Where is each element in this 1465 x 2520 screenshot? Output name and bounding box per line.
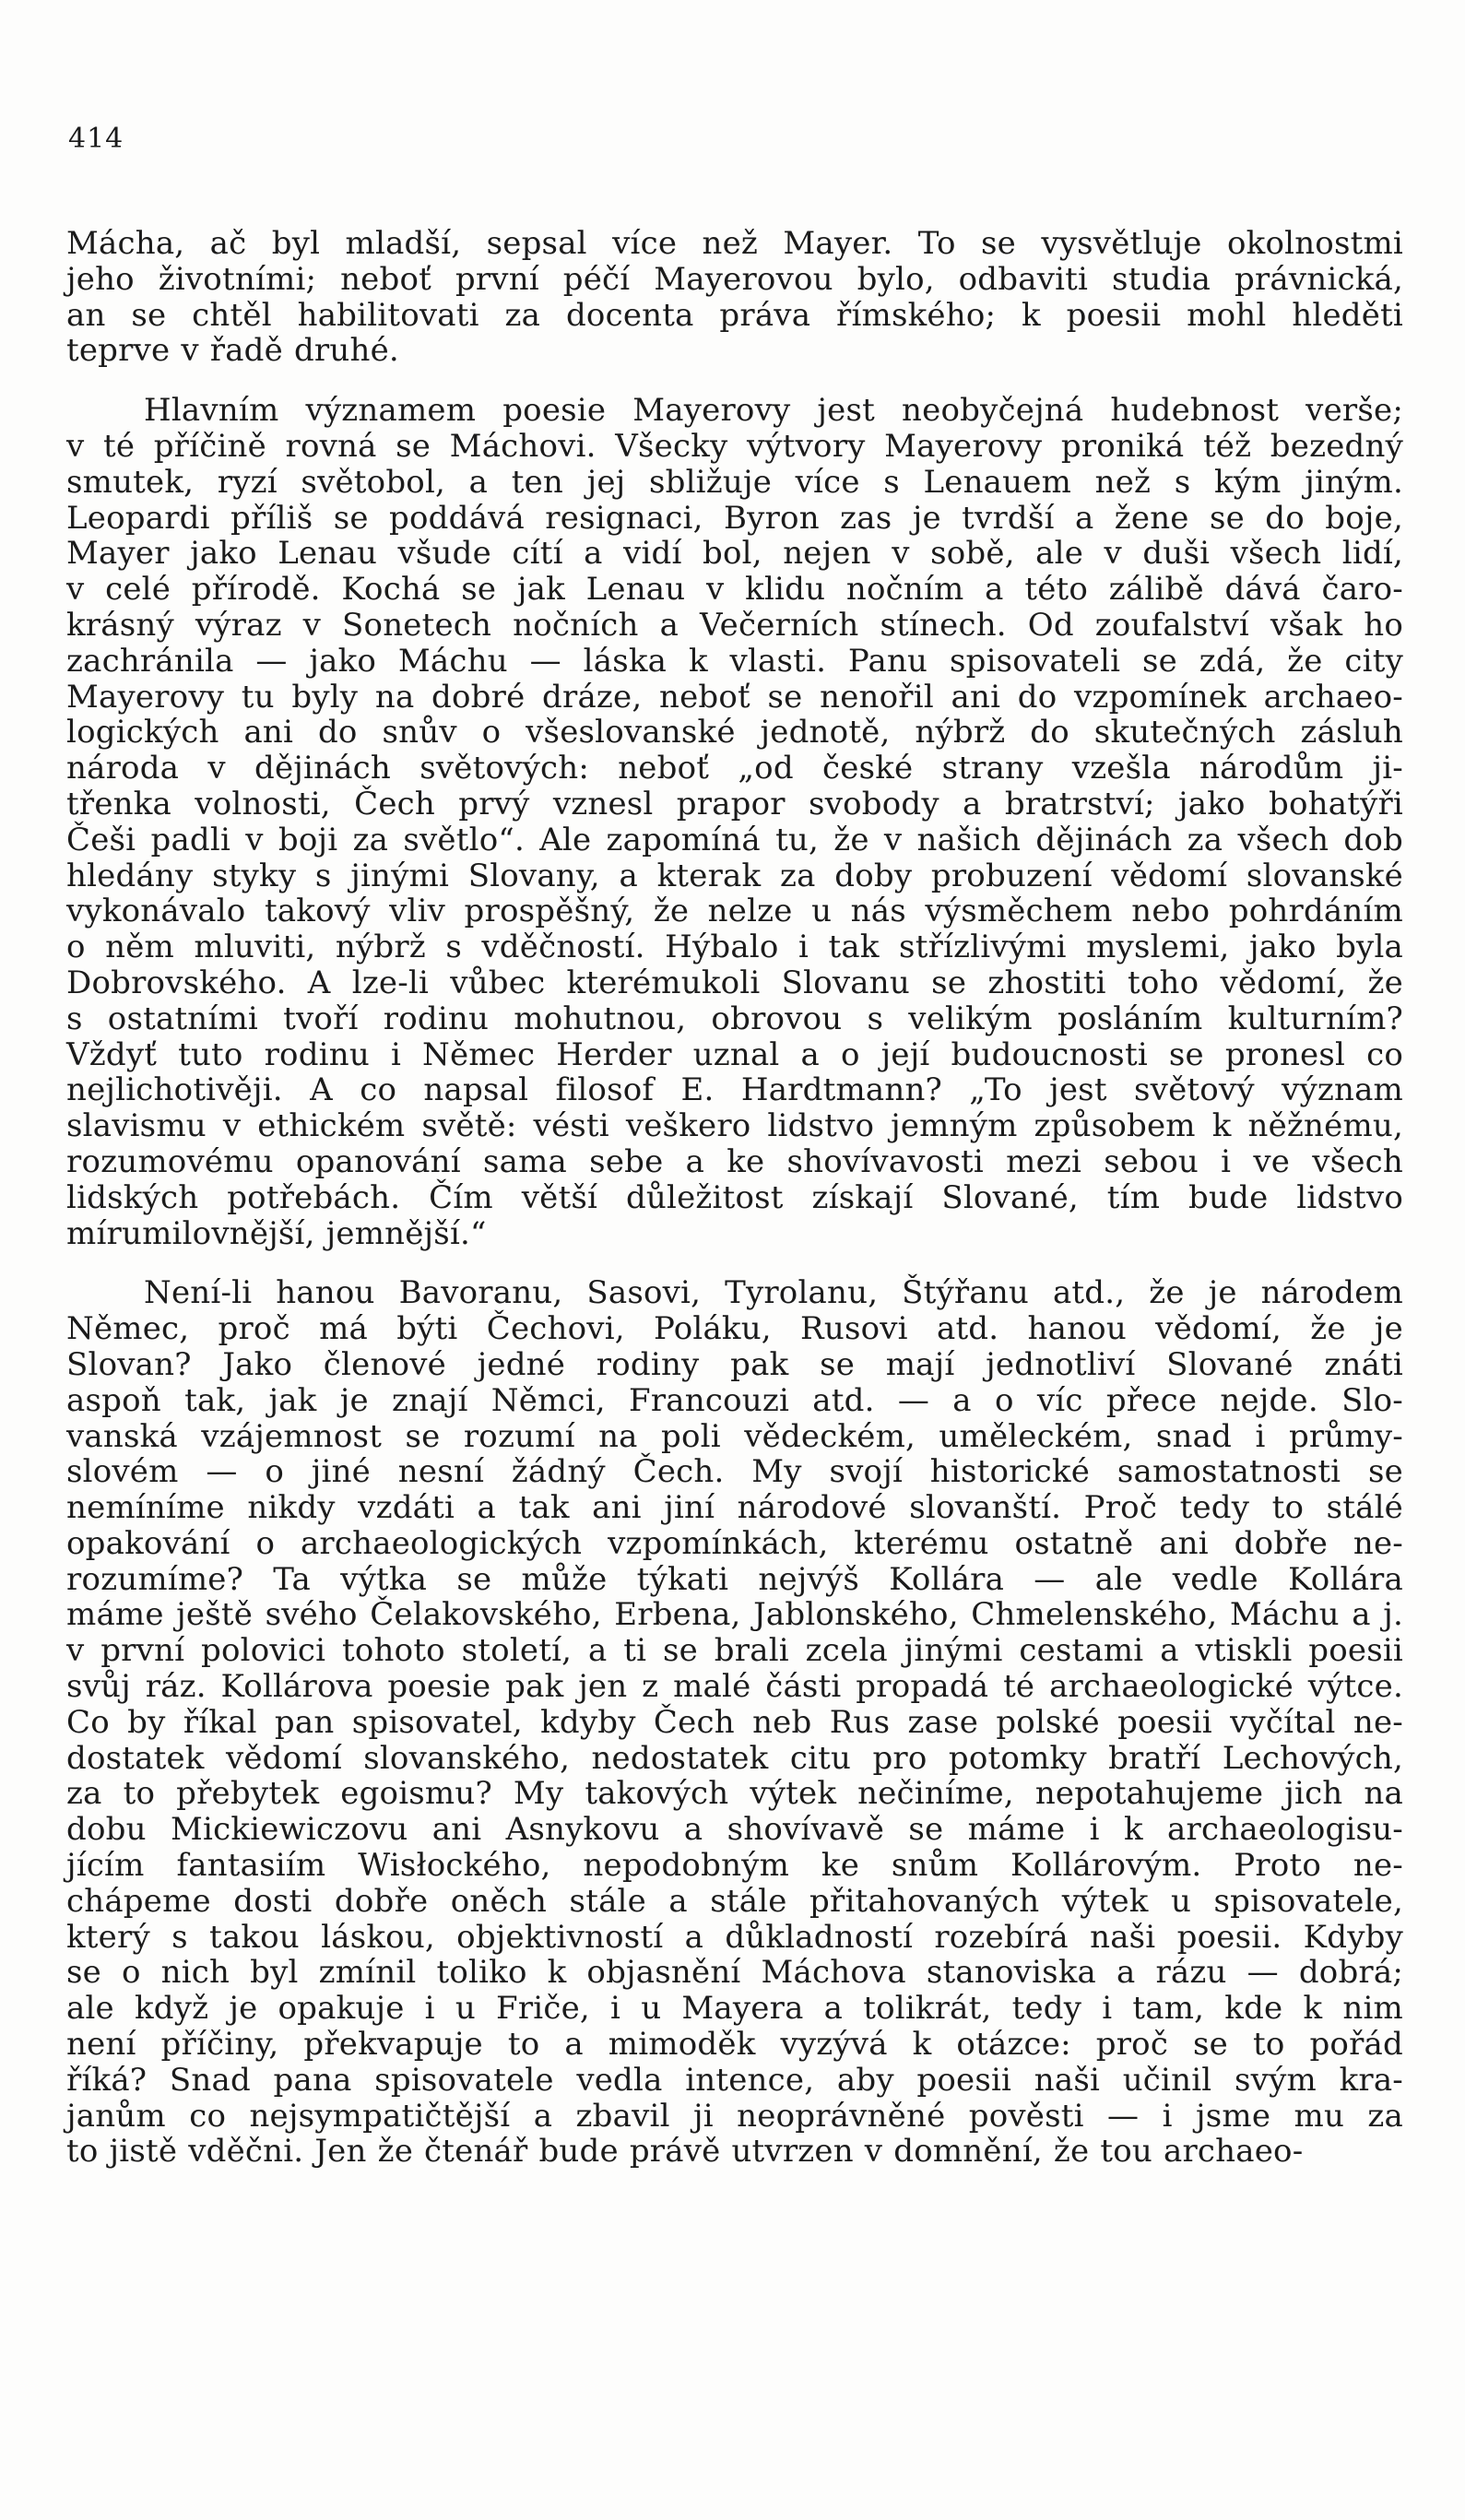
text-line: Leopardi příliš se poddává resignaci, Byron zas je tvrdší a žene se do boje,	[66, 499, 1403, 537]
text-line: máme ještě svého Čelakovského, Erbena, Jablonského, Chmelenského, Máchu a j.	[66, 1596, 1403, 1634]
paragraph	[66, 226, 1403, 369]
page-number: 414	[68, 123, 124, 155]
text-line: rozumíme? Ta výtka se může týkati nejvýš Kollára — ale vedle Kollára	[66, 1560, 1403, 1598]
text-line: říká? Snad pana spisovatele vedla intence, aby poesii naši učinil svým kra-	[66, 2061, 1403, 2099]
text-line: svůj ráz. Kollárova poesie pak jen z malé části propadá té archaeologické výtce.	[66, 1668, 1403, 1706]
text-line: dostatek vědomí slovanského, nedostatek citu pro potomky bratří Lechových,	[66, 1739, 1403, 1777]
text-line: nejlichotivěji. A co napsal filosof E. Hardtmann? „To jest světový význam	[66, 1071, 1403, 1109]
text-line: Mayerovy tu byly na dobré dráze, neboť se nenořil ani do vzpomínek archaeo-	[66, 678, 1403, 716]
text-line: rozumovému opanování sama sebe a ke shovívavosti mezi sebou i ve všech	[66, 1142, 1403, 1180]
text-line: dobu Mickiewiczovu ani Asnykovu a shovívavě se máme i k archaeologisu-	[66, 1811, 1403, 1849]
text-line: to jistě vděčni. Jen že čtenář bude právě utvrzen v domnění, že tou archaeo-	[66, 2133, 1304, 2171]
text-line: hledány styky s jinými Slovany, a kterak za doby probuzení vědomí slovanské	[66, 857, 1403, 894]
text-line: třenka volnosti, Čech prvý vznesl prapor svobody a bratrství; jako bohatýři	[66, 785, 1403, 822]
text-line: aspoň tak, jak je znají Němci, Francouzi atd. — a o víc přece nejde. Slo-	[66, 1381, 1403, 1419]
text-line: Češi padli v boji za světlo“. Ale zapomíná tu, že v našich dějinách za všech dob	[66, 821, 1403, 858]
text-line: Němec, proč má býti Čechovi, Poláku, Rusovi atd. hanou vědomí, že je	[66, 1310, 1403, 1348]
text-line: slovém — o jiné nesní žádný Čech. My svojí historické samostatnosti se	[66, 1453, 1403, 1491]
text-line: Hlavním významem poesie Mayerovy jest neobyčejná hudebnost verše;	[144, 392, 1403, 430]
text-line: teprve v řadě druhé.	[66, 332, 399, 370]
text-line: v první polovici tohoto století, a ti se brali zcela jinými cestami a vtiskli poesii	[66, 1632, 1403, 1670]
text-line: není příčiny, překvapuje to a mimoděk vyzývá k otázce: proč se to pořád	[66, 2026, 1403, 2064]
text-line: janům co nejsympatičtější a zbavil ji neoprávněné pověsti — i jsme mu za	[66, 2097, 1403, 2135]
text-line: Mácha, ač byl mladší, sepsal více než Mayer. To se vysvětluje okolnostmi	[66, 225, 1403, 262]
text-line: vykonávalo takový vliv prospěšný, že nelze u nás výsměchem nebo pohrdáním	[66, 893, 1403, 930]
text-line: ale když je opakuje i u Friče, i u Mayera a tolikrát, tedy i tam, kde k nim	[66, 1990, 1403, 2028]
paragraph	[66, 393, 1403, 1251]
text-line: který s takou láskou, objektivností a důkladností rozebírá naši poesii. Kdyby	[66, 1918, 1403, 1956]
text-line: v celé přírodě. Kochá se jak Lenau v klidu nočním a této zálibě dává čaro-	[66, 571, 1403, 609]
text-line: se o nich byl zmínil toliko k objasnění Máchova stanoviska a rázu — dobrá;	[66, 1954, 1403, 1992]
text-line: národa v dějinách světových: neboť „od české strany vzešla národům ji-	[66, 750, 1403, 787]
text-line: nemíníme nikdy vzdáti a tak ani jiní národové slovanští. Proč tedy to stálé	[66, 1489, 1403, 1527]
text-line: s ostatními tvoří rodinu mohutnou, obrovou s velikým posláním kulturním?	[66, 1000, 1403, 1037]
text-line: Co by říkal pan spisovatel, kdyby Čech neb Rus zase polské poesii vyčítal ne-	[66, 1703, 1403, 1741]
text-line: Mayer jako Lenau všude cítí a vidí bol, nejen v sobě, ale v duši všech lidí,	[66, 535, 1403, 573]
text-line: slavismu v ethickém světě: vésti veškero lidstvo jemným způsobem k něžnému,	[66, 1107, 1403, 1145]
text-line: jeho životními; neboť první péčí Mayerovou bylo, odbaviti studia právnická,	[66, 260, 1403, 298]
text-line: smutek, ryzí světobol, a ten jej sbližuje více s Lenauem než s kým jiným.	[66, 463, 1403, 501]
text-line: an se chtěl habilitovati za docenta práva římského; k poesii mohl hleděti	[66, 296, 1403, 334]
text-line: lidských potřebách. Čím větší důležitost získají Slované, tím bude lidstvo	[66, 1178, 1403, 1216]
text-line: vanská vzájemnost se rozumí na poli vědeckém, uměleckém, snad i průmy-	[66, 1417, 1403, 1455]
text-line: logických ani do snův o všeslovanské jednotě, nýbrž do skutečných zásluh	[66, 714, 1403, 751]
text-line: mírumilovnější, jemnější.“	[66, 1214, 487, 1252]
text-line: v té příčině rovná se Máchovi. Všecky výtvory Mayerovy proniká též bezedný	[66, 427, 1403, 465]
body-text	[66, 226, 1403, 2170]
text-line: Dobrovského. A lze-li vůbec kterémukoli Slovanu se zhostiti toho vědomí, že	[66, 964, 1403, 1001]
text-line: krásný výraz v Sonetech nočních a Večerních stínech. Od zoufalství však ho	[66, 606, 1403, 644]
text-line: opakování o archaeologických vzpomínkách, kterému ostatně ani dobře ne-	[66, 1524, 1403, 1562]
text-line: Není-li hanou Bavoranu, Sasovi, Tyrolanu, Štýřanu atd., že je národem	[144, 1274, 1403, 1312]
paragraph	[66, 1275, 1403, 2170]
text-line: o něm mluviti, nýbrž s vděčností. Hýbalo i tak střízlivými myslemi, jako byla	[66, 929, 1403, 966]
text-line: Vždyť tuto rodinu i Němec Herder uznal a o její budoucnosti se pronesl co	[66, 1035, 1403, 1073]
text-line: chápeme dosti dobře oněch stále a stále přitahovaných výtek u spisovatele,	[66, 1882, 1403, 1920]
text-line: jícím fantasiím Wisłockého, nepodobným ke snům Kollárovým. Proto ne-	[66, 1847, 1403, 1885]
text-line: zachránila — jako Máchu — láska k vlasti. Panu spisovateli se zdá, že city	[66, 642, 1403, 680]
text-line: za to přebytek egoismu? My takových výtek nečiníme, nepotahujeme jich na	[66, 1775, 1403, 1813]
text-line: Slovan? Jako členové jedné rodiny pak se mají jednotliví Slované znáti	[66, 1345, 1403, 1383]
